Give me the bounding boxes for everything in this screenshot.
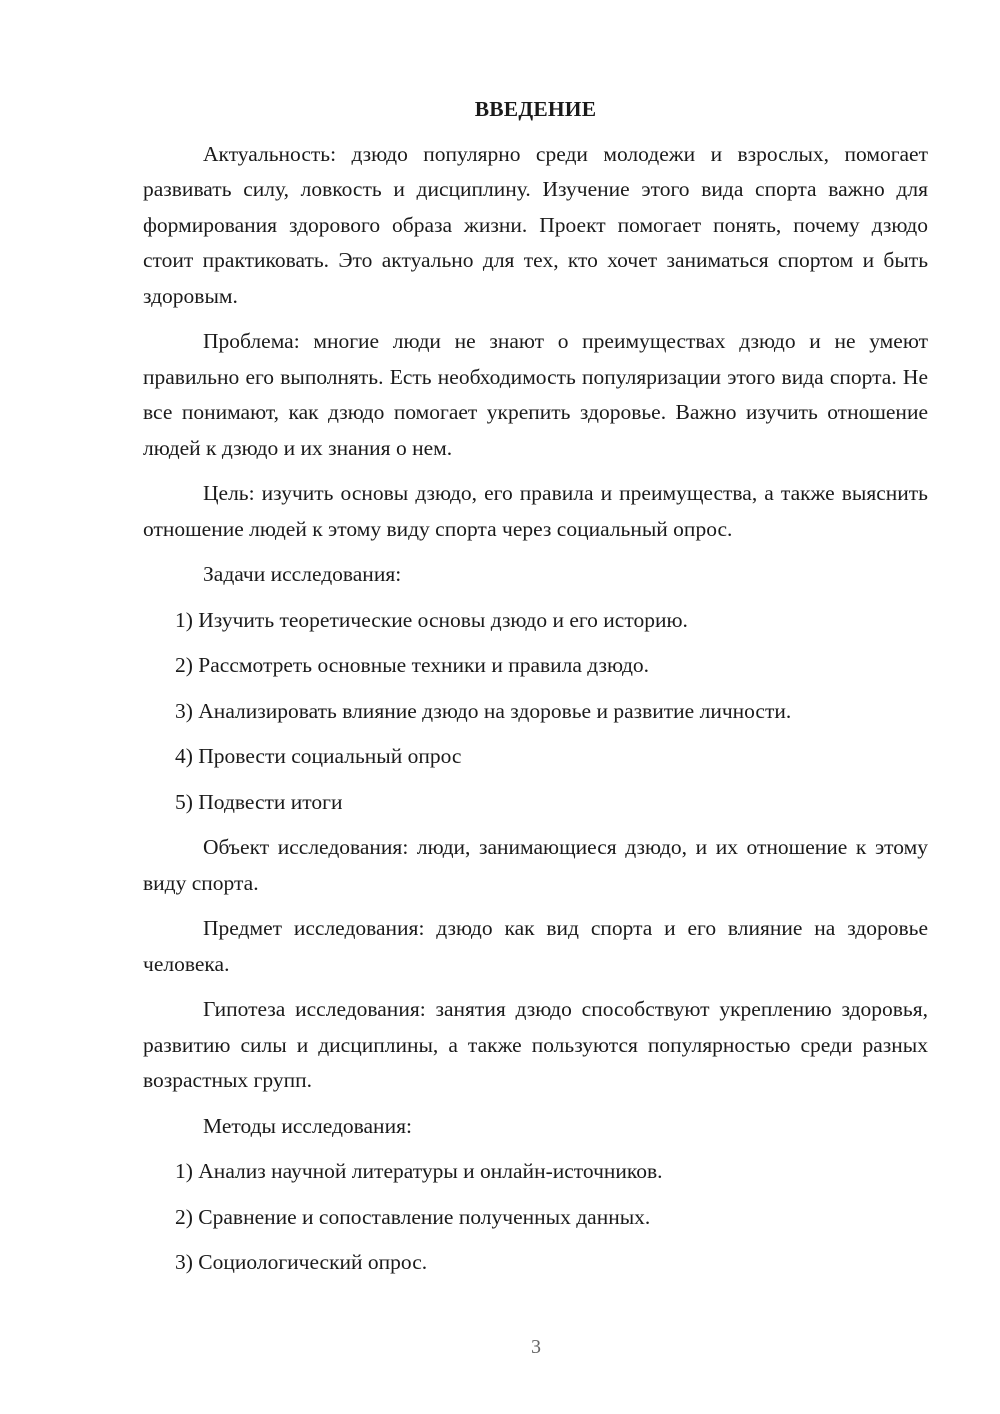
paragraph-object: Объект исследования: люди, занимающиеся дзюдо, и их отношение к этому виду спорта. — [143, 835, 928, 895]
method-item-1: 1) Анализ научной литературы и онлайн-источников. — [175, 1159, 663, 1183]
methods-heading: Методы исследования: — [203, 1113, 412, 1138]
paragraph-goal: Цель: изучить основы дзюдо, его правила и преимущества, а также выяснить отношение людей к этому виду спорта через социальный опрос. — [143, 481, 928, 541]
task-item-3: 3) Анализировать влияние дзюдо на здоровье и развитие личности. — [175, 698, 792, 723]
paragraph-subject: Предмет исследования: дзюдо как вид спорта и его влияние на здоровье человека. — [143, 916, 928, 976]
task-item-2: 2) Рассмотреть основные техники и правила дзюдо. — [175, 653, 650, 677]
page-number: 3 — [531, 1336, 541, 1358]
paragraph-problem: Проблема: многие люди не знают о преимуществах дзюдо и не умеют правильно его выполнять. Есть необходимость популяризации этого вида спорта. Не все понимают, как дзюдо помогает укрепить здоровье. Важно изучить отношение людей к дзюдо и их знания о нем. — [143, 329, 928, 460]
paragraph-relevance: Актуальность: дзюдо популярно среди молодежи и взрослых, помогает развивать силу, ловкость и дисциплину. Изучение этого вида спорта важно для формирования здорового образа жизни. Проект помогает понять, почему дзюдо стоит практиковать. Это актуально для тех, кто хочет заниматься спортом и быть здоровым. — [143, 141, 928, 308]
task-item-1: 1) Изучить теоретические основы дзюдо и его историю. — [175, 607, 688, 632]
method-item-2: 2) Сравнение и сопоставление полученных данных. — [175, 1204, 651, 1229]
task-item-5: 5) Подвести итоги — [175, 789, 343, 814]
page-content — [143, 92, 928, 1291]
task-item-4: 4) Провести социальный опрос — [175, 744, 462, 768]
section-title: ВВЕДЕНИЕ — [474, 97, 597, 121]
method-item-3: 3) Социологический опрос. — [175, 1250, 428, 1274]
tasks-heading: Задачи исследования: — [203, 562, 402, 586]
paragraph-hypothesis: Гипотеза исследования: занятия дзюдо способствуют укреплению здоровья, развитию силы и дисциплины, а также пользуются популярностью среди разных возрастных групп. — [143, 997, 928, 1092]
